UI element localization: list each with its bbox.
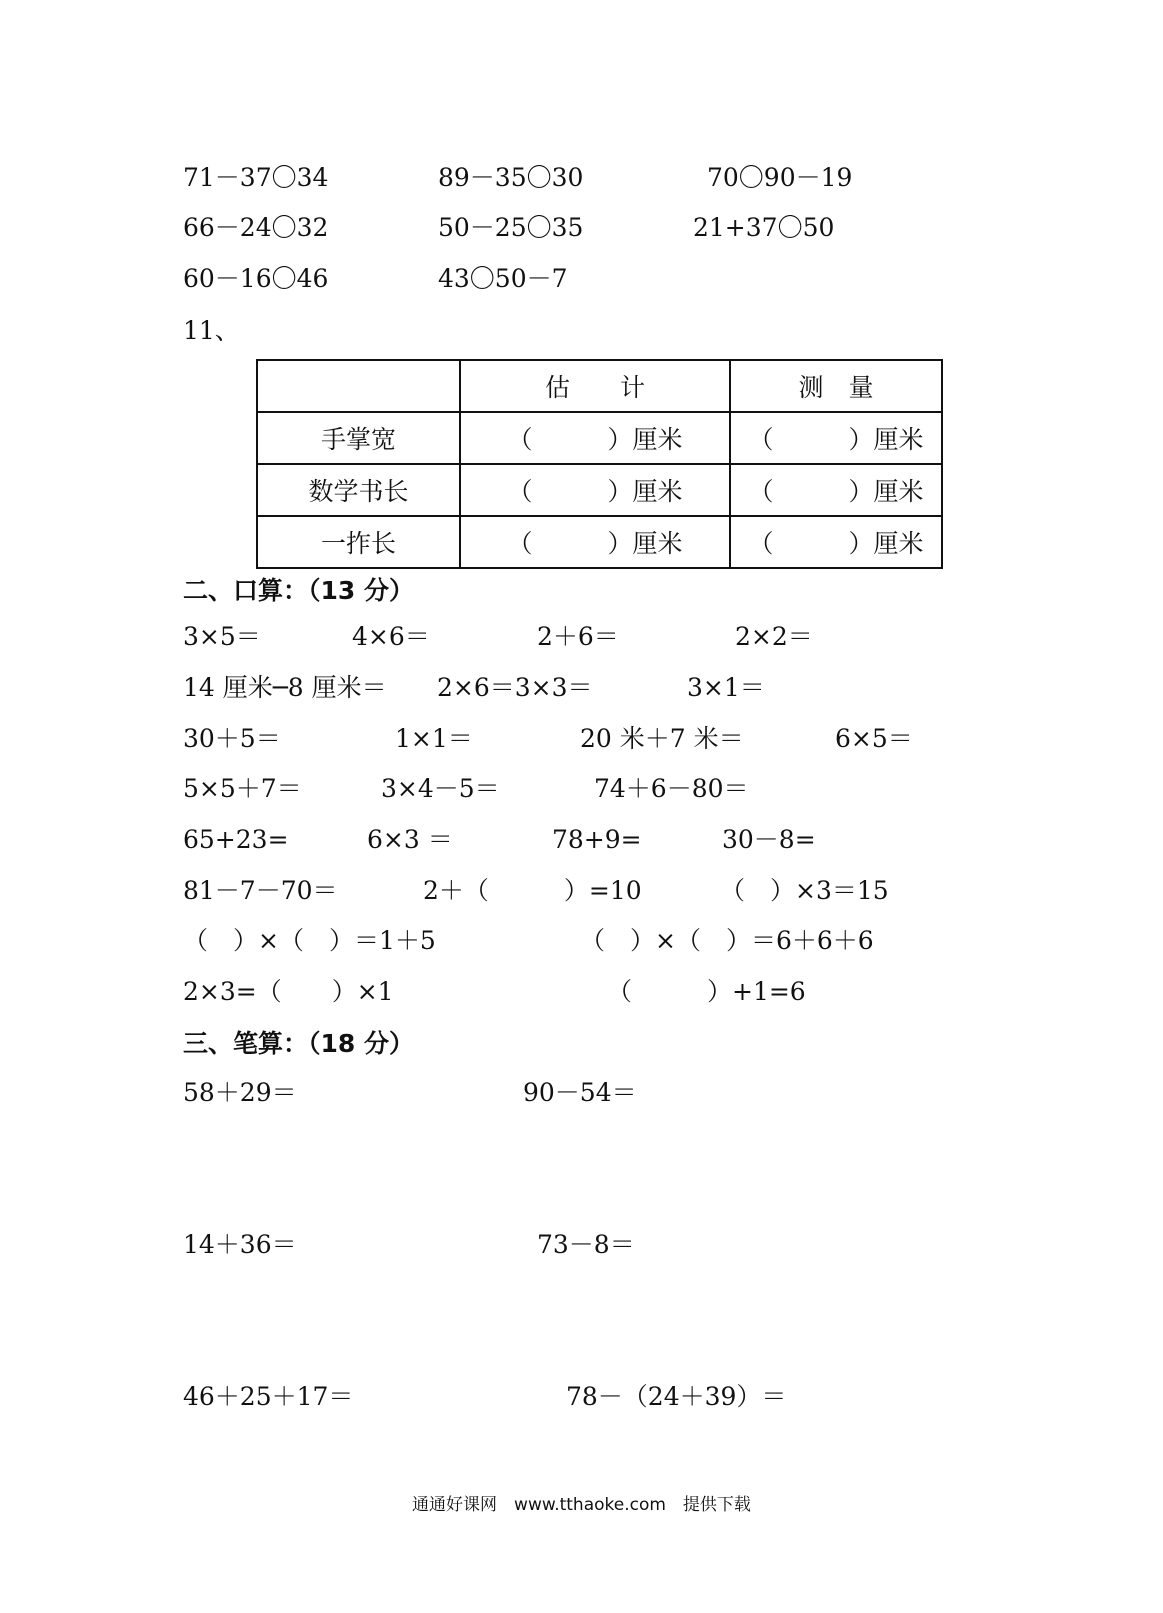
question-number: 11、 xyxy=(183,316,240,345)
estimate-cell: （ ）厘米 xyxy=(460,464,730,516)
problem: （ ）×3＝15 xyxy=(720,876,889,905)
problem: 6×5＝ xyxy=(835,724,913,753)
table-row xyxy=(257,412,942,464)
problem: 46＋25＋17＝ xyxy=(183,1382,354,1411)
section-title: 二、口算：（13 分） xyxy=(183,576,414,605)
measure-cell: （ ）厘米 xyxy=(730,412,942,464)
row-label: 一拃长 xyxy=(257,516,460,568)
problem: 74＋6－80＝ xyxy=(594,774,749,803)
problem: 2×2＝ xyxy=(735,622,813,651)
estimate-cell: （ ）厘米 xyxy=(460,516,730,568)
estimate-cell: （ ）厘米 xyxy=(460,412,730,464)
problem: （ ）+1=6 xyxy=(607,977,806,1006)
problem: 73－8＝ xyxy=(537,1230,635,1259)
problem: （ ）×（ ）＝6＋6＋6 xyxy=(580,926,874,955)
problem: 4×6＝ xyxy=(352,622,430,651)
problem: 81－7－70＝ xyxy=(183,876,338,905)
compare-item: 21+37〇50 xyxy=(693,213,835,242)
problem: 1×1＝ xyxy=(395,724,473,753)
problem: 30－8= xyxy=(722,825,816,854)
problem: 2×6＝3×3＝ xyxy=(437,673,593,702)
problem: 20 米＋7 米＝ xyxy=(580,724,744,753)
measure-cell: （ ）厘米 xyxy=(730,516,942,568)
problem: 3×5＝ xyxy=(183,622,261,651)
problem: 14 厘米─8 厘米＝ xyxy=(183,673,387,702)
problem: 30＋5＝ xyxy=(183,724,281,753)
table-header-cell xyxy=(257,360,460,412)
problem: 65+23= xyxy=(183,825,289,854)
compare-item: 43〇50－7 xyxy=(438,264,568,293)
measure-cell: （ ）厘米 xyxy=(730,464,942,516)
problem: 2＋（ ）=10 xyxy=(423,876,642,905)
measurement-table xyxy=(256,359,943,569)
problem: （ ）×（ ）＝1＋5 xyxy=(183,926,436,955)
row-label: 手掌宽 xyxy=(257,412,460,464)
problem: 14＋36＝ xyxy=(183,1230,297,1259)
row-label: 数学书长 xyxy=(257,464,460,516)
problem: 58＋29＝ xyxy=(183,1078,297,1107)
problem: 2×3=（ ）×1 xyxy=(183,977,394,1006)
problem: 2＋6＝ xyxy=(537,622,619,651)
problem: 3×4－5＝ xyxy=(381,774,500,803)
table-header-row xyxy=(257,360,942,412)
table-header-cell: 估 计 xyxy=(460,360,730,412)
compare-item: 50－25〇35 xyxy=(438,213,584,242)
compare-item: 66－24〇32 xyxy=(183,213,329,242)
footer-credit: 通通好课网 www.tthaoke.com 提供下载 xyxy=(412,1495,751,1515)
section-title: 三、笔算：（18 分） xyxy=(183,1029,414,1058)
problem: 5×5＋7＝ xyxy=(183,774,302,803)
compare-item: 60－16〇46 xyxy=(183,264,329,293)
problem: 78－（24＋39）＝ xyxy=(566,1382,787,1411)
table-row xyxy=(257,464,942,516)
compare-item: 70〇90－19 xyxy=(707,163,853,192)
table-row xyxy=(257,516,942,568)
table-header-cell: 测 量 xyxy=(730,360,942,412)
problem: 3×1＝ xyxy=(687,673,765,702)
problem: 6×3 ＝ xyxy=(367,825,453,854)
problem: 90－54＝ xyxy=(523,1078,637,1107)
compare-item: 89－35〇30 xyxy=(438,163,584,192)
compare-item: 71－37〇34 xyxy=(183,163,329,192)
problem: 78+9= xyxy=(552,825,642,854)
